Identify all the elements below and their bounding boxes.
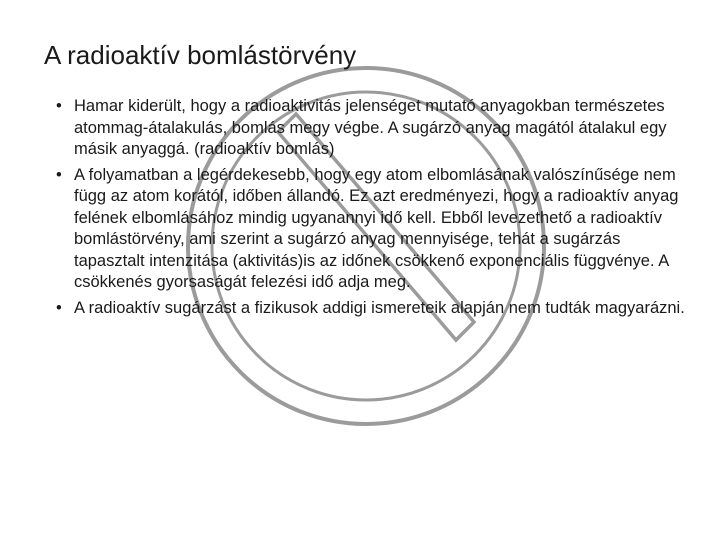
bullet-item: • Hamar kiderült, hogy a radioaktivitás jelenséget mutató anyagokban természetes atommag-átalakulás, bomlás megy végbe. A sugárzó anyag magától átalakul egy másik anyaggá. (radioaktív bomlás) bbox=[56, 96, 686, 161]
bullet-item: • A folyamatban a legérdekesebb, hogy egy atom elbomlásának valószínűsége nem függ az atom korától, időben állandó. Ez azt eredményezi, hogy a radioaktív anyag felének elbomlásához mindig ugyanannyi idő kell. Ebből levezethető a radioaktív bomlástörvény, ami szerint a sugárzó anyag mennyisége, tehát a sugárzás tapasztalt intenzitása (aktivitás)is az időnek csökkenő exponenciális függvénye. A csökkenés gyorsaságát felezési idő adja meg. bbox=[56, 165, 686, 294]
bullet-item: • A radioaktív sugárzást a fizikusok addigi ismereteik alapján nem tudták magyarázni. bbox=[56, 298, 686, 320]
bullet-list bbox=[56, 96, 686, 323]
slide-title: A radioaktív bomlástörvény bbox=[44, 40, 357, 70]
